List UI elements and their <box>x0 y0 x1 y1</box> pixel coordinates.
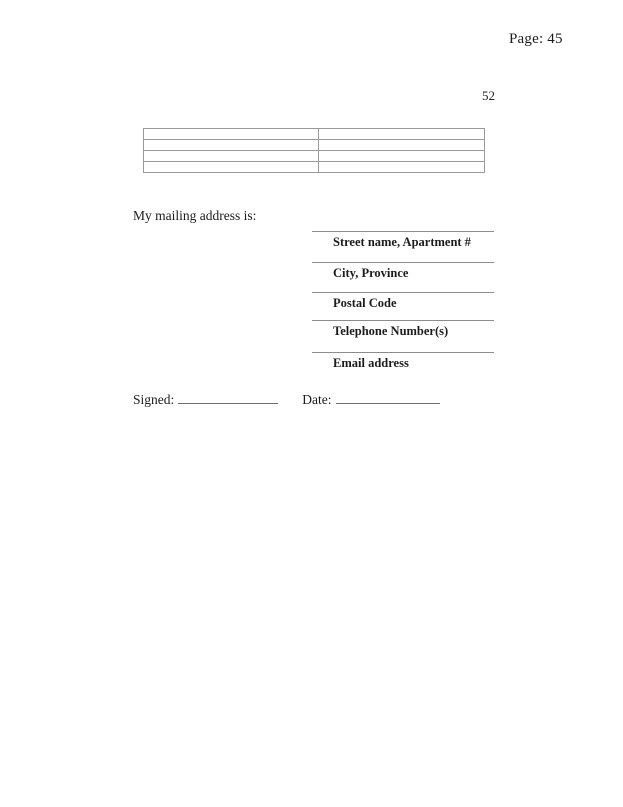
table-cell[interactable] <box>144 140 319 151</box>
city-province-field-line[interactable] <box>312 262 494 281</box>
table-row <box>144 162 485 173</box>
table-row <box>144 151 485 162</box>
page-number-label: Page: 45 <box>509 31 563 47</box>
date-line[interactable] <box>336 390 440 404</box>
table-cell[interactable] <box>144 129 319 140</box>
table-cell[interactable] <box>319 151 485 162</box>
city-province-field-label: City, Province <box>333 266 409 280</box>
table-cell[interactable] <box>319 140 485 151</box>
street-name-field-line[interactable] <box>312 231 494 250</box>
telephone-field-line[interactable] <box>312 320 494 339</box>
table-row <box>144 140 485 151</box>
street-name-field-label: Street name, Apartment # <box>333 235 471 249</box>
blank-form-table <box>143 128 485 173</box>
email-field-label: Email address <box>333 356 409 370</box>
table-row <box>144 129 485 140</box>
signature-line[interactable] <box>178 390 278 404</box>
table-cell[interactable] <box>144 162 319 173</box>
table-cell[interactable] <box>144 151 319 162</box>
postal-code-field-line[interactable] <box>312 292 494 311</box>
signed-label: Signed: <box>133 392 175 407</box>
email-field-line[interactable] <box>312 352 494 371</box>
postal-code-field-label: Postal Code <box>333 296 397 310</box>
table-cell[interactable] <box>319 129 485 140</box>
mailing-address-intro: My mailing address is: <box>133 208 257 223</box>
signature-row <box>133 390 440 408</box>
section-number: 52 <box>482 88 495 103</box>
table-cell[interactable] <box>319 162 485 173</box>
date-label: Date: <box>302 392 332 407</box>
telephone-field-label: Telephone Number(s) <box>333 324 449 338</box>
